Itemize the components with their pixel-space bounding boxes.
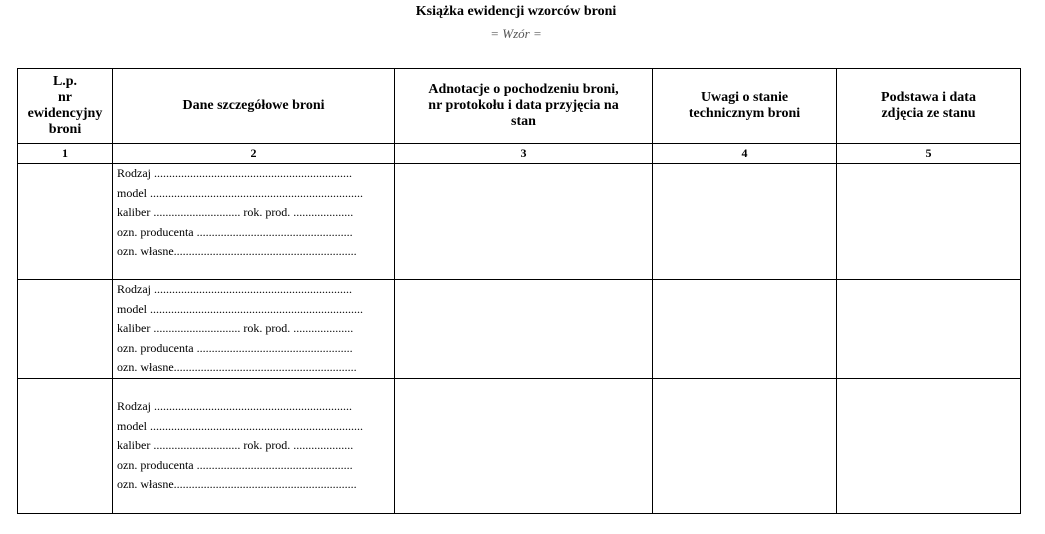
- table-row: [18, 280, 1021, 379]
- header-condition-line: technicznym broni: [688, 106, 801, 121]
- header-origin: [395, 69, 653, 144]
- header-origin-line: nr protokołu i data przyjęcia na: [428, 98, 619, 113]
- header-origin-line: stan: [511, 114, 536, 129]
- column-number: 5: [837, 144, 1021, 164]
- condition-cell[interactable]: [653, 164, 837, 280]
- table-row: [18, 164, 1021, 280]
- field-rodzaj[interactable]: Rodzaj ..................................................................: [117, 282, 352, 296]
- field-model[interactable]: model .......................................................................: [117, 418, 363, 433]
- weapon-register-table: [17, 68, 1021, 514]
- field-ozn-producenta[interactable]: ozn. producenta ....................................................: [117, 224, 353, 239]
- column-number: 2: [113, 144, 395, 164]
- field-kaliber[interactable]: kaliber ............................. rok. prod. ....................: [117, 438, 354, 452]
- lp-cell[interactable]: [18, 164, 113, 280]
- origin-cell[interactable]: [395, 379, 653, 514]
- lp-cell[interactable]: [18, 379, 113, 514]
- origin-cell[interactable]: [395, 280, 653, 379]
- header-lp-line: nr: [58, 90, 72, 105]
- field-rodzaj[interactable]: Rodzaj ..................................................................: [117, 399, 352, 413]
- header-origin-line: Adnotacje o pochodzeniu broni,: [428, 82, 619, 97]
- header-row: [18, 69, 1021, 144]
- field-rodzaj[interactable]: Rodzaj ..................................................................: [117, 166, 352, 180]
- field-ozn-wlasne[interactable]: ozn. własne.............................................................: [117, 477, 357, 491]
- field-ozn-producenta[interactable]: ozn. producenta ....................................................: [117, 340, 353, 355]
- column-number: 1: [18, 144, 113, 164]
- field-ozn-wlasne[interactable]: ozn. własne.............................................................: [117, 244, 357, 258]
- column-number: 4: [653, 144, 837, 164]
- table-row: [18, 379, 1021, 514]
- document-subtitle: = Wzór =: [490, 26, 542, 41]
- origin-cell[interactable]: [395, 164, 653, 280]
- removal-cell[interactable]: [837, 164, 1021, 280]
- header-removal: [837, 69, 1021, 144]
- header-lp-line: broni: [48, 122, 82, 137]
- header-removal-line: Podstawa i data: [881, 90, 976, 105]
- header-lp-line: L.p.: [52, 74, 78, 89]
- field-kaliber[interactable]: kaliber ............................. rok. prod. ....................: [117, 205, 354, 219]
- details-cell: [113, 164, 395, 280]
- header-condition-line: Uwagi o stanie: [700, 90, 789, 105]
- header-lp-line: ewidencyjny: [27, 106, 103, 121]
- header-details: [113, 69, 395, 144]
- details-cell: [113, 280, 395, 379]
- header-condition: [653, 69, 837, 144]
- header-details-line: Dane szczegółowe broni: [182, 98, 325, 113]
- field-ozn-wlasne[interactable]: ozn. własne.............................................................: [117, 360, 357, 374]
- condition-cell[interactable]: [653, 280, 837, 379]
- removal-cell[interactable]: [837, 379, 1021, 514]
- field-kaliber[interactable]: kaliber ............................. rok. prod. ....................: [117, 321, 354, 335]
- column-number-row: [18, 144, 1021, 164]
- removal-cell[interactable]: [837, 280, 1021, 379]
- field-ozn-producenta[interactable]: ozn. producenta ....................................................: [117, 457, 353, 472]
- field-model[interactable]: model .......................................................................: [117, 185, 363, 200]
- condition-cell[interactable]: [653, 379, 837, 514]
- column-number: 3: [395, 144, 653, 164]
- details-cell: [113, 379, 395, 514]
- header-lp: [18, 69, 113, 144]
- header-removal-line: zdjęcia ze stanu: [881, 106, 976, 121]
- lp-cell[interactable]: [18, 280, 113, 379]
- field-model[interactable]: model .......................................................................: [117, 301, 363, 316]
- document-title: Książka ewidencji wzorców broni: [415, 4, 617, 19]
